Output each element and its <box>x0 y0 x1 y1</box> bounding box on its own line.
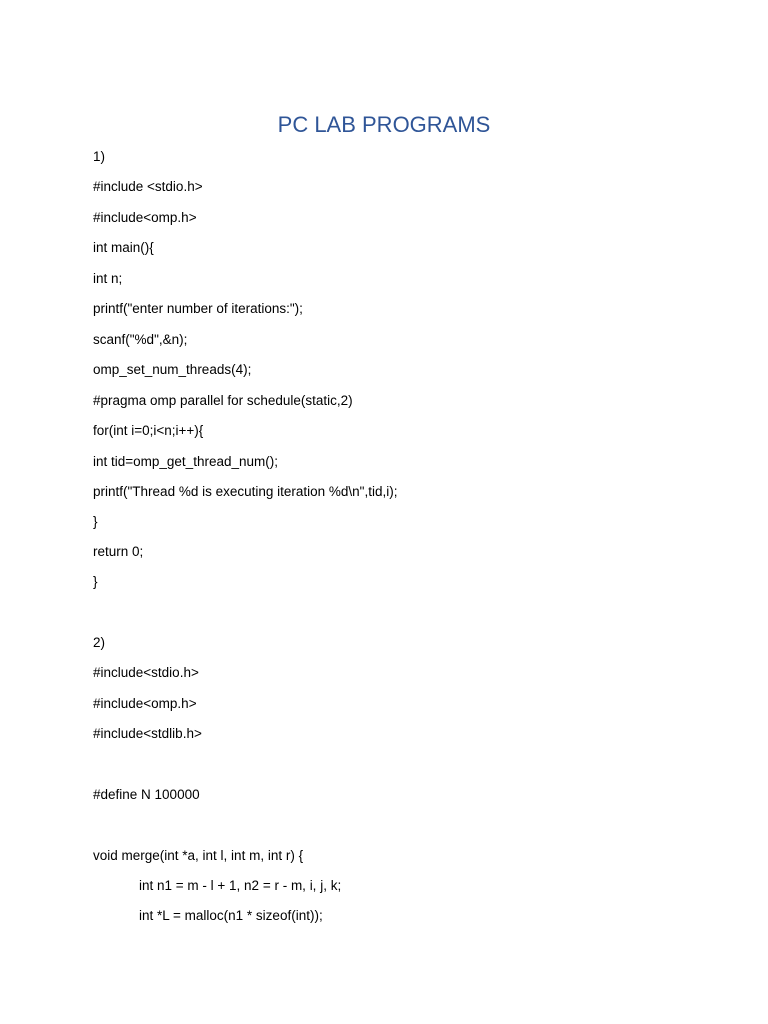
code-line: int tid=omp_get_thread_num(); <box>93 454 278 469</box>
code-line: #pragma omp parallel for schedule(static,2) <box>93 393 353 408</box>
code-line: #define N 100000 <box>93 787 200 802</box>
code-line: } <box>93 574 98 589</box>
code-line: scanf("%d",&n); <box>93 332 188 347</box>
code-line: int n1 = m - l + 1, n2 = r - m, i, j, k; <box>139 878 342 893</box>
page-title: PC LAB PROGRAMS <box>277 112 491 137</box>
code-line: int main(){ <box>93 240 154 255</box>
code-line: 1) <box>93 149 106 164</box>
code-line: #include<stdio.h> <box>93 665 199 680</box>
code-line: int n; <box>93 271 123 286</box>
code-line: #include <stdio.h> <box>93 179 203 194</box>
code-line: int *L = malloc(n1 * sizeof(int)); <box>139 908 323 923</box>
code-line: printf("enter number of iterations:"); <box>93 301 303 316</box>
code-line: #include<stdlib.h> <box>93 726 202 741</box>
code-line: } <box>93 514 98 529</box>
code-line: #include<omp.h> <box>93 696 197 711</box>
code-line: printf("Thread %d is executing iteration %d\n",tid,i); <box>93 484 398 499</box>
code-line: for(int i=0;i<n;i++){ <box>93 423 204 438</box>
code-line: 2) <box>93 635 106 650</box>
code-line: omp_set_num_threads(4); <box>93 362 252 377</box>
code-line: void merge(int *a, int l, int m, int r) { <box>93 848 304 863</box>
code-line: return 0; <box>93 544 144 559</box>
code-line: #include<omp.h> <box>93 210 197 225</box>
